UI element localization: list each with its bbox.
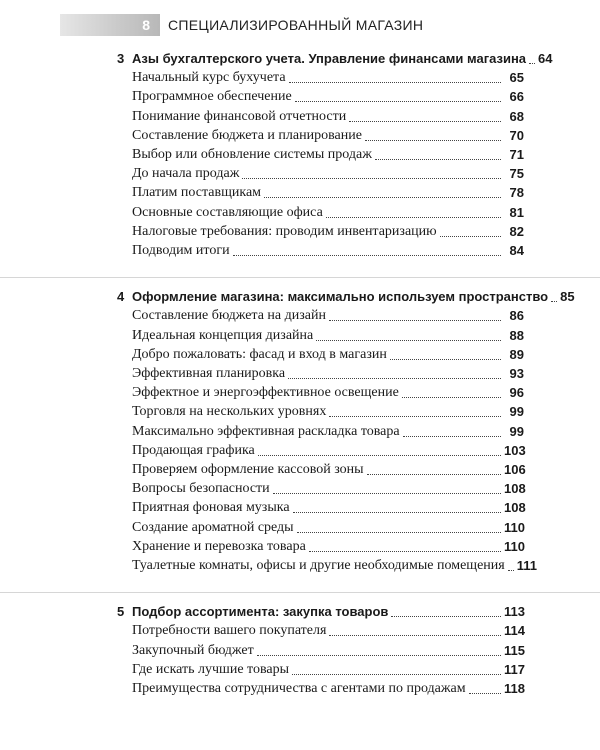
dot-leader xyxy=(508,570,514,571)
section-title: Потребности вашего покупателя xyxy=(132,623,327,639)
section-title: Выбор или обновление системы продаж xyxy=(132,147,372,162)
chapter-block xyxy=(0,592,600,715)
toc-entry[interactable] xyxy=(132,440,524,459)
section-title: Вопросы безопасности xyxy=(132,481,270,497)
section-title: До начала продаж xyxy=(132,166,240,182)
section-title: Начальный курс бухучета xyxy=(132,70,286,86)
dot-leader xyxy=(293,512,501,513)
page-header xyxy=(60,14,423,36)
section-title: Идеальная концепция дизайна xyxy=(132,327,314,343)
page-reference: 111 xyxy=(516,557,537,573)
dot-leader xyxy=(258,455,501,456)
page-reference: 103 xyxy=(504,442,526,458)
toc-entry[interactable] xyxy=(132,517,524,536)
page-reference: 114 xyxy=(504,623,525,639)
page-reference: 66 xyxy=(509,89,524,105)
section-title: Туалетные комнаты, офисы и другие необходимые помещения xyxy=(132,557,505,573)
dot-leader xyxy=(326,217,501,218)
section-title: Эффективная планировка xyxy=(132,365,286,381)
dot-leader xyxy=(289,82,501,83)
toc-entry[interactable] xyxy=(132,363,524,382)
dot-leader xyxy=(403,436,501,437)
section-title: Создание ароматной среды xyxy=(132,519,294,535)
page-reference: 64 xyxy=(538,51,553,66)
toc-entry[interactable] xyxy=(132,555,537,574)
page-reference: 82 xyxy=(509,223,524,239)
page-reference: 108 xyxy=(504,481,526,497)
dot-leader xyxy=(529,63,535,64)
section-title: Преимущества сотрудничества с агентами по продажам xyxy=(132,680,466,696)
page-reference: 78 xyxy=(509,185,524,201)
section-title: Продающая графика xyxy=(132,442,255,458)
section-title: Налоговые требования: проводим инвентаризацию xyxy=(132,223,437,239)
page-reference: 88 xyxy=(509,327,524,343)
dot-leader xyxy=(440,236,501,237)
chapter-number: 4 xyxy=(117,289,125,305)
section-title: Эффектное и энергоэффективное освещение xyxy=(132,385,399,401)
toc-entry[interactable] xyxy=(132,640,524,659)
chapter-title: Подбор ассортимента: закупка товаров xyxy=(132,604,389,620)
toc-entry[interactable] xyxy=(132,86,524,105)
dot-leader xyxy=(329,320,501,321)
dot-leader xyxy=(264,197,501,198)
dot-leader xyxy=(297,532,501,533)
page-reference: 113 xyxy=(504,604,525,620)
page-reference: 86 xyxy=(509,308,524,324)
section-title: Составление бюджета на дизайн xyxy=(132,308,326,324)
chapter-number: 3 xyxy=(117,51,125,66)
toc-entry[interactable] xyxy=(132,67,524,86)
page-reference: 81 xyxy=(509,204,524,220)
section-title: Максимально эффективная раскладка товара xyxy=(132,423,400,439)
page-reference: 96 xyxy=(509,385,524,401)
section-title: Составление бюджета и планирование xyxy=(132,127,362,143)
page-reference: 89 xyxy=(509,346,524,362)
dot-leader xyxy=(242,178,501,179)
toc-entry[interactable] xyxy=(132,182,524,201)
dot-leader xyxy=(257,655,501,656)
page-reference: 68 xyxy=(509,108,524,124)
page-reference: 85 xyxy=(560,289,575,305)
dot-leader xyxy=(391,616,501,617)
toc-entry[interactable] xyxy=(132,536,524,555)
table-of-contents xyxy=(0,44,600,715)
dot-leader xyxy=(469,693,501,694)
dot-leader xyxy=(375,159,501,160)
toc-entry[interactable] xyxy=(132,678,524,697)
dot-leader xyxy=(316,340,501,341)
page-reference: 93 xyxy=(509,365,524,381)
page-reference: 108 xyxy=(504,500,526,516)
chapter-title: Азы бухгалтерского учета. Управление финансами магазина xyxy=(132,51,527,66)
running-title: СПЕЦИАЛИЗИРОВАННЫЙ МАГАЗИН xyxy=(168,17,424,33)
chapter-heading[interactable] xyxy=(132,601,524,620)
toc-entry[interactable] xyxy=(132,305,524,324)
page-reference: 110 xyxy=(504,519,525,535)
toc-entry[interactable] xyxy=(132,240,524,259)
page-reference: 65 xyxy=(509,70,524,86)
toc-entry[interactable] xyxy=(132,125,524,144)
dot-leader xyxy=(273,493,501,494)
section-title: Платим поставщикам xyxy=(132,185,262,201)
page-reference: 106 xyxy=(504,461,526,477)
section-title: Подводим итоги xyxy=(132,243,230,258)
toc-entry[interactable] xyxy=(132,459,524,478)
page-reference: 84 xyxy=(509,243,524,258)
dot-leader xyxy=(292,674,501,675)
section-title: Торговля на нескольких уровнях xyxy=(132,404,327,420)
page-reference: 75 xyxy=(509,166,524,182)
page-reference: 71 xyxy=(509,147,524,162)
toc-entry[interactable] xyxy=(132,106,524,125)
dot-leader xyxy=(309,551,501,552)
toc-entry[interactable] xyxy=(132,401,524,420)
dot-leader xyxy=(329,635,501,636)
section-title: Основные составляющие офиса xyxy=(132,204,323,220)
toc-entry[interactable] xyxy=(132,221,524,240)
toc-entry[interactable] xyxy=(132,620,524,639)
dot-leader xyxy=(367,474,501,475)
chapter-block xyxy=(0,277,600,592)
dot-leader xyxy=(329,416,501,417)
dot-leader xyxy=(288,378,501,379)
chapter-number: 5 xyxy=(117,604,125,620)
toc-entry[interactable] xyxy=(132,659,524,678)
chapter-title: Оформление магазина: максимально используем пространство xyxy=(132,289,549,305)
toc-entry[interactable] xyxy=(132,478,524,497)
toc-entry[interactable] xyxy=(132,202,524,221)
page-reference: 118 xyxy=(504,680,525,696)
page-reference: 115 xyxy=(504,642,525,658)
section-title: Добро пожаловать: фасад и вход в магазин xyxy=(132,346,387,362)
chapter-block xyxy=(0,44,600,277)
dot-leader xyxy=(233,255,501,256)
toc-entry[interactable] xyxy=(132,144,524,163)
toc-entry[interactable] xyxy=(132,344,524,363)
page-number-badge xyxy=(60,14,160,36)
section-title: Программное обеспечение xyxy=(132,89,292,105)
chapter-heading[interactable] xyxy=(132,286,575,305)
page-reference: 117 xyxy=(504,661,525,677)
page-number: 8 xyxy=(142,17,150,33)
section-title: Проверяем оформление кассовой зоны xyxy=(132,461,364,477)
section-title: Хранение и перевозка товара xyxy=(132,538,306,554)
section-title: Понимание финансовой отчетности xyxy=(132,108,347,124)
chapter-heading[interactable] xyxy=(132,48,553,67)
toc-entry[interactable] xyxy=(132,497,524,516)
toc-entry[interactable] xyxy=(132,325,524,344)
dot-leader xyxy=(390,359,501,360)
section-title: Приятная фоновая музыка xyxy=(132,500,290,516)
toc-entry[interactable] xyxy=(132,421,524,440)
dot-leader xyxy=(551,301,557,302)
dot-leader xyxy=(402,397,501,398)
dot-leader xyxy=(295,101,501,102)
section-title: Закупочный бюджет xyxy=(132,642,254,658)
page-reference: 110 xyxy=(504,538,525,554)
section-title: Где искать лучшие товары xyxy=(132,661,290,677)
dot-leader xyxy=(349,121,501,122)
page-reference: 70 xyxy=(509,127,524,143)
page-reference: 99 xyxy=(509,404,524,420)
toc-entry[interactable] xyxy=(132,382,524,401)
toc-entry[interactable] xyxy=(132,163,524,182)
dot-leader xyxy=(365,140,501,141)
page-reference: 99 xyxy=(509,423,524,439)
